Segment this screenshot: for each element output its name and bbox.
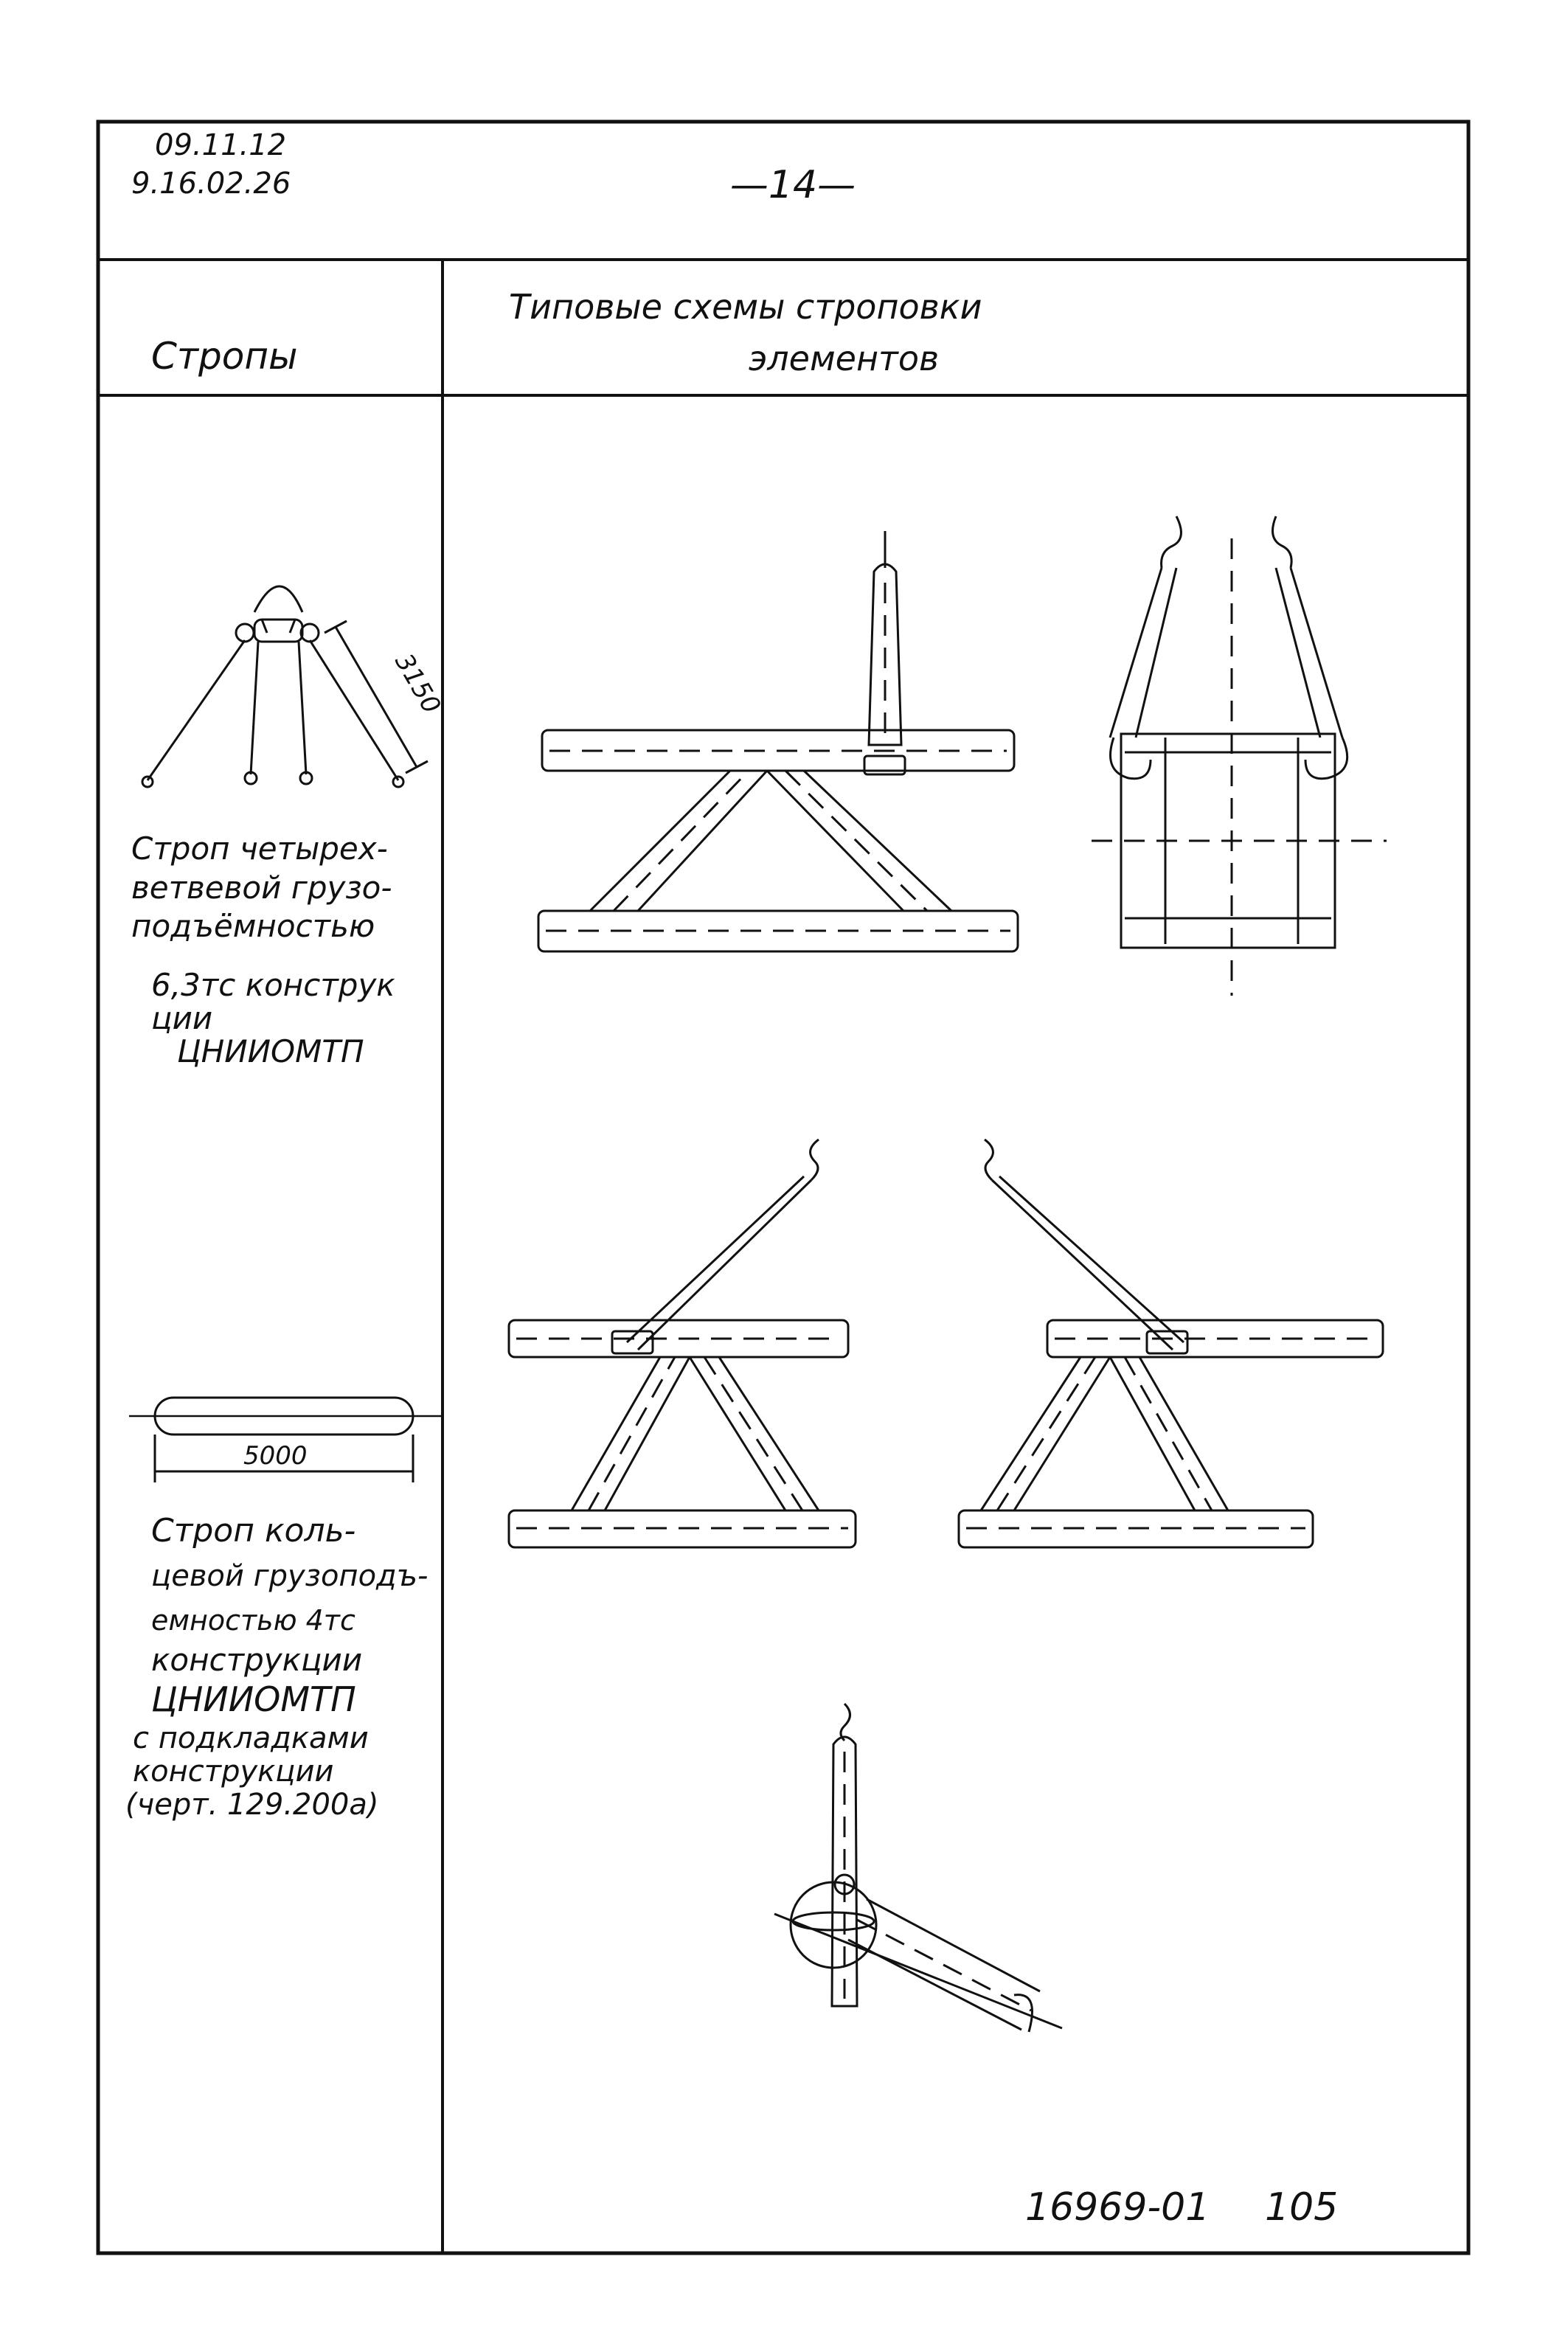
sling-dimension-label: 3150 xyxy=(389,648,447,719)
sling-ring-caption-8: (черт. 129.200а) xyxy=(125,1788,379,1822)
sling-lifting-ring xyxy=(254,586,302,612)
ring-dimension-label: 5000 xyxy=(243,1441,308,1471)
sling-four-caption-3: подъёмностью xyxy=(131,908,375,944)
column-right-title-line2: элементов xyxy=(749,339,940,378)
column-right-title-line1: Типовые схемы строповки xyxy=(509,287,982,327)
sling-four-caption-4: 6,3тс конструк xyxy=(151,967,395,1003)
sheet-number: 105 xyxy=(1265,2185,1339,2230)
sling-ring-caption-7: конструкции xyxy=(133,1755,334,1789)
header-code-1: 09.11.12 xyxy=(155,128,287,162)
column-left-title: Стропы xyxy=(151,335,298,378)
sling-branch-1 xyxy=(148,640,245,780)
sling-ring-caption-4: конструкции xyxy=(151,1642,363,1678)
four-branch-sling-figure xyxy=(142,586,446,787)
sling-ring-caption-1: Строп коль- xyxy=(151,1512,356,1550)
scheme-truss-vertical-sling xyxy=(538,531,1018,951)
ring-sling-figure xyxy=(129,1398,443,1482)
document-number: 16969-01 xyxy=(1025,2185,1210,2230)
sling-ring-caption-3: емностью 4тс xyxy=(151,1604,355,1637)
sling-branch-3 xyxy=(299,642,306,774)
header-code-2: 9.16.02.26 xyxy=(131,167,291,201)
scheme-truss-inclined-right xyxy=(959,1139,1383,1547)
sling-four-caption-1: Строп четырех- xyxy=(131,830,388,867)
sling-four-caption-2: ветвевой грузо- xyxy=(131,870,392,906)
sheet-frame xyxy=(98,122,1468,2253)
sling-ring-caption-2: цевой грузоподъ- xyxy=(151,1559,429,1593)
scheme-beam-plan xyxy=(774,1704,1062,2032)
sling-ring-caption-5: ЦНИИОМТП xyxy=(151,1679,356,1719)
sling-branch-2 xyxy=(251,642,258,774)
sling-four-caption-5: ции xyxy=(151,1000,213,1036)
scheme-truss-inclined-left xyxy=(509,1139,856,1547)
sling-ring-caption-6: с подкладками xyxy=(133,1721,369,1755)
page-number: —14— xyxy=(729,163,856,207)
scheme-frame-side-view xyxy=(1092,516,1387,996)
sling-four-caption-6: ЦНИИОМТП xyxy=(177,1033,364,1069)
